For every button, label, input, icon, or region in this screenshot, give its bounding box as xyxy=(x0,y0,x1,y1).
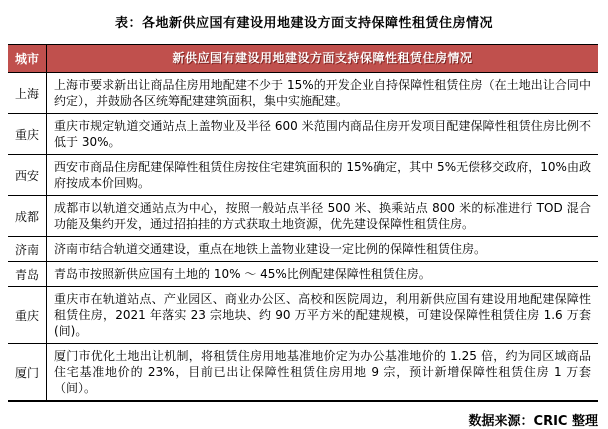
header-policy: 新供应国有建设用地建设方面支持保障性租赁住房情况 xyxy=(172,51,473,65)
policy-text: 厦门市优化土地出让机制，将租赁住房用地基准地价定为办公基准地价的 1.25 倍，约为同区域商品住宅基准地价的 23%，目前已出让保障性租赁住房用地 9 宗，预计新增保障性租赁住房 1 万套（间）。 xyxy=(54,349,591,395)
table-row xyxy=(8,262,598,287)
policy-text: 成都市以轨道交通站点为中心，按照一般站点半径 500 米、换乘站点 800 米的标准进行 TOD 混合功能及集约开发，通过招拍挂的方式获取土地资源，优先建设保障性租赁住房。 xyxy=(54,201,591,231)
policy-text: 重庆市在轨道站点、产业园区、商业办公区、高校和医院周边，利用新供应国有建设用地配建保障性租赁住房，2021 年落实 23 宗地块、约 90 万平方米的配建规模，可建设保障性租赁住房 1.6 万套(间)。 xyxy=(54,292,591,338)
table-header-row xyxy=(8,45,598,73)
city-label: 厦门 xyxy=(8,344,47,400)
report-page xyxy=(0,12,608,429)
header-city: 城市 xyxy=(8,45,47,72)
city-label: 济南 xyxy=(8,237,47,261)
city-label: 重庆 xyxy=(8,114,47,154)
city-label: 重庆 xyxy=(8,287,47,343)
table-row xyxy=(8,344,598,400)
city-label: 上海 xyxy=(8,73,47,113)
table-row xyxy=(8,237,598,262)
table-row xyxy=(8,196,598,237)
data-source-note: 数据来源：CRIC 整理 xyxy=(468,414,598,429)
table-row xyxy=(8,155,598,196)
policy-text: 重庆市规定轨道交通站点上盖物业及半径 600 米范围内商品住房开发项目配建保障性租赁住房比例不低于 30%。 xyxy=(54,119,591,149)
policy-text: 上海市要求新出让商品住房用地配建不少于 15%的开发企业自持保障性租赁住房（在土地出让合同中约定），并鼓励各区统筹配建建筑面积，集中实施配建。 xyxy=(54,78,591,108)
policy-text: 青岛市按照新供应国有土地的 10% ～ 45%比例配建保障性租赁住房。 xyxy=(54,267,431,281)
table-title: 表：各地新供应国有建设用地建设方面支持保障性租赁住房情况 xyxy=(114,16,493,31)
table-row xyxy=(8,114,598,155)
city-label: 青岛 xyxy=(8,262,47,286)
policy-table xyxy=(8,44,598,402)
city-label: 成都 xyxy=(8,196,47,236)
table-row xyxy=(8,73,598,114)
city-label: 西安 xyxy=(8,155,47,195)
table-row xyxy=(8,287,598,344)
policy-text: 西安市商品住房配建保障性租赁住房按住宅建筑面积的 15%确定，其中 5%无偿移交政府，10%由政府按成本价回购。 xyxy=(54,160,591,190)
policy-text: 济南市结合轨道交通建设，重点在地铁上盖物业建设一定比例的保障性租赁住房。 xyxy=(54,242,487,256)
